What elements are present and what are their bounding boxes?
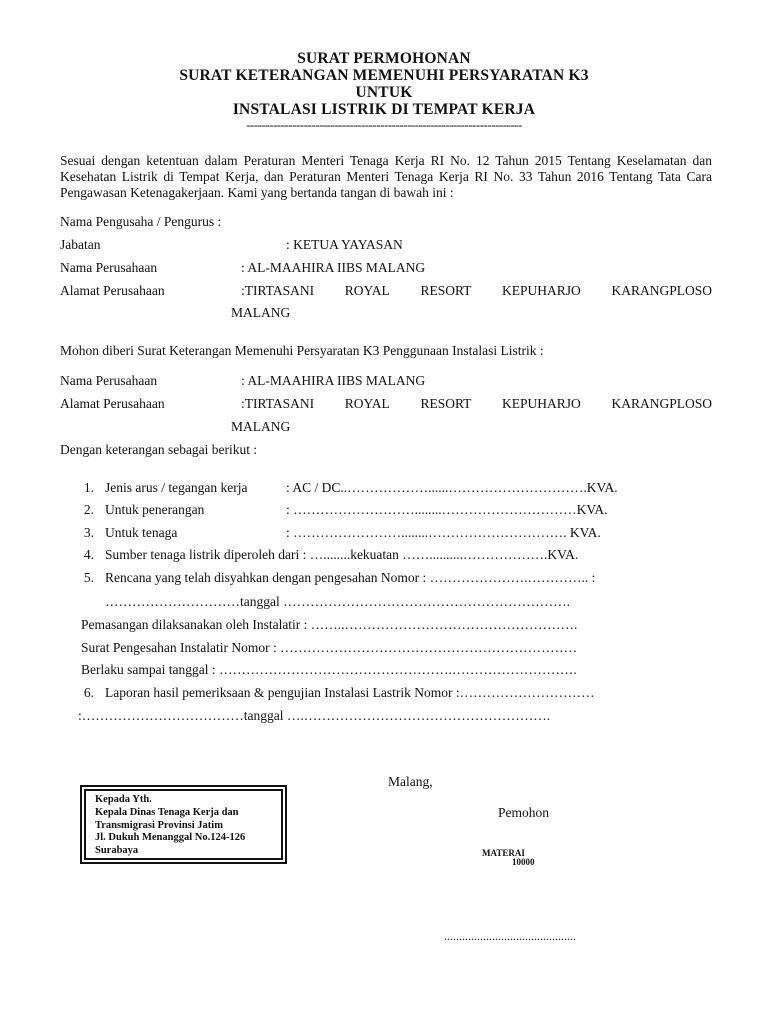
request-text: Mohon diberi Surat Keterangan Memenuhi Persyaratan K3 Penggunaan Instalasi Listrik : [60, 343, 544, 358]
item-label: Sumber tenaga listrik diperoleh dari : …........kekuatan ……..........……………….KVA. [105, 547, 579, 562]
item-value: : ………………………........…………………………KVA. [286, 502, 608, 517]
applicant-address-line1 [241, 283, 712, 299]
item-number: 3. [83, 525, 94, 540]
doc-subtitle-instalasi: INSTALASI LISTRIK DI TEMPAT KERJA [232, 101, 536, 118]
item-label: Untuk penerangan [105, 502, 205, 517]
recipient-line: Jl. Dukuh Menanggal No.124-126 [95, 832, 246, 844]
approval-line: Surat Pengesahan Instalatir Nomor : ………………………………………………………… [81, 640, 578, 655]
address-word: :TIRTASANI [241, 283, 315, 298]
stamp-label: MATERAI [482, 848, 525, 858]
address-word: KEPUHARJO [502, 283, 581, 298]
header-separator: ------------------------------------------------------------------------ [246, 117, 522, 132]
address-word: KEPUHARJO [502, 396, 581, 411]
item-value: : ……………………........…………………………. KVA. [286, 525, 601, 540]
recipient-line: Surabaya [95, 845, 139, 857]
recipient-line: Kepala Dinas Tenaga Kerja dan [95, 806, 239, 818]
item5-date-line: …………………………tanggal ………………………………………………………. [105, 594, 570, 609]
address-word: RESORT [420, 283, 472, 298]
stamp-value: 10000 [512, 857, 535, 867]
item-value: : AC / DC..………………......………………………….KVA. [286, 480, 618, 495]
doc-subtitle: SURAT KETERANGAN MEMENUHI PERSYARATAN K3 [179, 67, 589, 84]
facility-address-line2: MALANG [231, 419, 291, 434]
item-number: 6. [83, 685, 94, 700]
signature-line: ............................................ [444, 929, 576, 943]
address-word: RESORT [420, 396, 472, 411]
facility-address-label: Alamat Perusahaan [60, 396, 165, 411]
applicant-company-value: : AL-MAAHIRA IIBS MALANG [241, 260, 426, 275]
recipient-line: Transmigrasi Provinsi Jatim [95, 819, 223, 831]
item-number: 5. [83, 570, 94, 585]
doc-subtitle-untuk: UNTUK [355, 84, 413, 101]
installation-line: Pemasangan dilaksanakan oleh Instalatir : ……..……………………………………………. [81, 617, 578, 632]
applicant-company-label: Nama Perusahaan [60, 260, 158, 275]
item-label: Rencana yang telah disyahkan dengan pengesahan Nomor : ………………….………….. : [105, 570, 596, 585]
recipient-line: Kepada Yth. [95, 794, 152, 805]
applicant-name-label: Nama Pengusaha / Pengurus : [60, 214, 222, 229]
item-label: Untuk tenaga [105, 525, 178, 540]
recipient-box [84, 789, 283, 860]
address-word: ROYAL [344, 283, 390, 298]
address-word: KARANGPLOSO [611, 283, 712, 298]
doc-title: SURAT PERMOHONAN [297, 50, 471, 67]
item-number: 2. [83, 502, 94, 517]
applicant-address-label: Alamat Perusahaan [60, 283, 165, 298]
applicant-position-value: : KETUA YAYASAN [286, 237, 403, 252]
address-word: :TIRTASANI [241, 396, 315, 411]
closing-city: Malang, [388, 774, 433, 789]
item6-text: Laporan hasil pemeriksaan & pengujian Instalasi Lastrik Nomor :………………………… [105, 685, 595, 700]
facility-address-line1 [241, 396, 712, 412]
address-word: KARANGPLOSO [611, 396, 712, 411]
facility-company-value: : AL-MAAHIRA IIBS MALANG [241, 373, 426, 388]
address-word: ROYAL [344, 396, 390, 411]
details-intro: Dengan keterangan sebagai berikut : [60, 442, 258, 457]
applicant-signature-label: Pemohon [498, 805, 550, 820]
intro-paragraph: Sesuai dengan ketentuan dalam Peraturan Menteri Tenaga Kerja RI No. 12 Tahun 2015 Tentang Keselamatan dan Kesehatan Listrik di Tempat Kerja, dan Peraturan Menteri Tenaga Kerja RI No. 33 Tahun 2016 Tentang Tata Cara Pengawasan Ketenagakerjaan. Kami yang bertanda tangan di bawah ini : [60, 153, 712, 200]
item-number: 4. [83, 547, 94, 562]
item6-date-line: :………………………………tanggal ….………………………………………………. [78, 708, 551, 723]
item-number: 1. [83, 480, 94, 495]
facility-company-label: Nama Perusahaan [60, 373, 158, 388]
applicant-position-label: Jabatan [60, 237, 101, 252]
valid-until-line: Berlaku sampai tanggal : …………………………………………….………………………. [81, 662, 577, 677]
item-label: Jenis arus / tegangan kerja [105, 480, 248, 495]
applicant-address-line2: MALANG [231, 305, 291, 320]
